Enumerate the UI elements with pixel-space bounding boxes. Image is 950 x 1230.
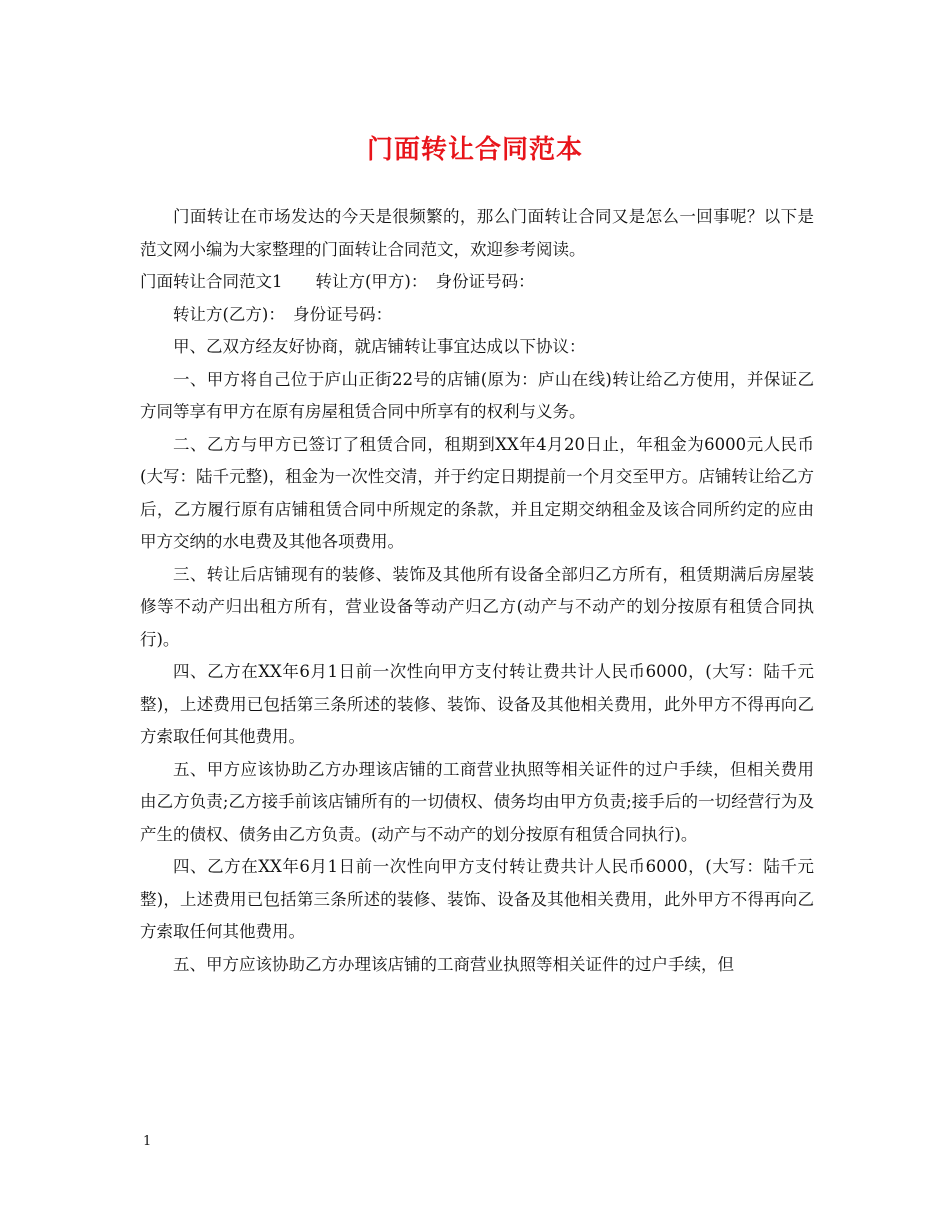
contract-heading-line: 门面转让合同范文1 转让方(甲方)： 身份证号码： <box>140 272 535 291</box>
clause-4: 四、乙方在XX年6月1日前一次性向甲方支付转让费共计人民币6000，(大写：陆千元整)，上述费用已包括第三条所述的装修、装饰、设备及其他相关费用，此外甲方不得再向乙方索取任何其他费用。 <box>140 662 814 746</box>
document-title: 门面转让合同范本 <box>366 135 583 165</box>
clause-5: 五、甲方应该协助乙方办理该店铺的工商营业执照等相关证件的过户手续，但相关费用由乙方负责;乙方接手前该店铺所有的一切债权、债务均由甲方负责;接手后的一切经营行为及产生的债权、债务由乙方负责。(动产与不动产的划分按原有租赁合同执行)。 <box>140 759 814 844</box>
agreement-intro: 甲、乙双方经友好协商，就店铺转让事宜达成以下协议： <box>173 337 586 356</box>
page-number: 1 <box>143 1134 152 1149</box>
clause-4-repeat: 四、乙方在XX年6月1日前一次性向甲方支付转让费共计人民币6000，(大写：陆千元整)，上述费用已包括第三条所述的装修、装饰、设备及其他相关费用，此外甲方不得再向乙方索取任何其他费用。 <box>140 857 814 941</box>
clause-1: 一、甲方将自己位于庐山正街22号的店铺(原为：庐山在线)转让给乙方使用，并保证乙方同等享有甲方在原有房屋租赁合同中所享有的权利与义务。 <box>140 369 814 421</box>
clause-5-repeat: 五、甲方应该协助乙方办理该店铺的工商营业执照等相关证件的过户手续，但 <box>173 954 734 974</box>
clause-2: 二、乙方与甲方已签订了租赁合同，租期到XX年4月20日止，年租金为6000元人民币(大写：陆千元整)，租金为一次性交清，并于约定日期提前一个月交至甲方。店铺转让给乙方后，乙方履行原有店铺租赁合同中所规定的条款，并且定期交纳租金及该合同所约定的应由甲方交纳的水电费及其他各项费用。 <box>140 434 814 551</box>
document-body <box>140 201 814 981</box>
intro-paragraph: 门面转让在市场发达的今天是很频繁的，那么门面转让合同又是怎么一回事呢？以下是范文网小编为大家整理的门面转让合同范文，欢迎参考阅读。 <box>140 207 814 259</box>
party-b-line: 转让方(乙方)： 身份证号码： <box>173 304 393 324</box>
clause-3: 三、转让后店铺现有的装修、装饰及其他所有设备全部归乙方所有，租赁期满后房屋装修等不动产归出租方所有，营业设备等动产归乙方(动产与不动产的划分按原有租赁合同执行)。 <box>140 564 814 649</box>
